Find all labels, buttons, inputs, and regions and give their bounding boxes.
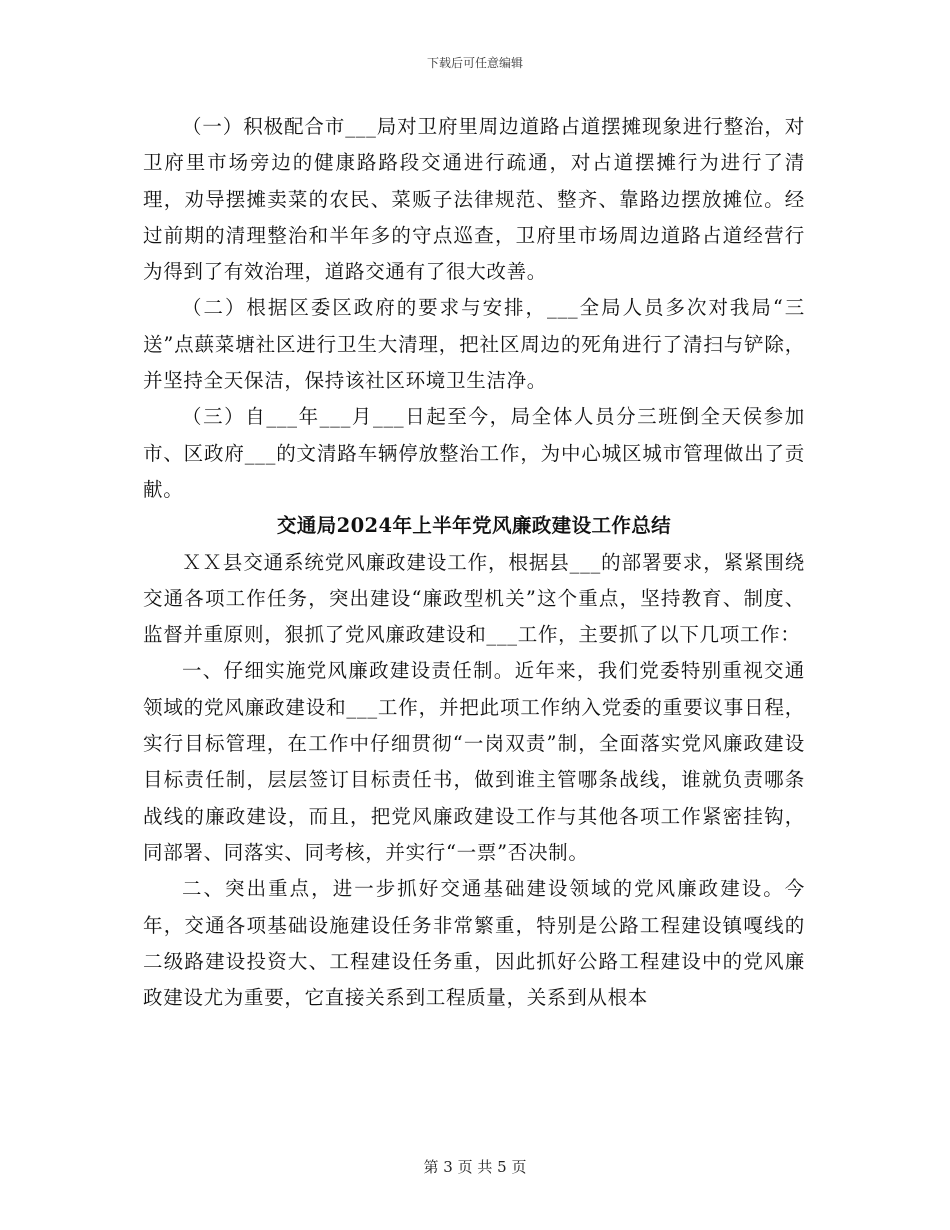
section-title: 交通局2024年上半年党风廉政建设工作总结 xyxy=(276,514,672,538)
header-note: 下载后可任意编辑 xyxy=(426,56,523,70)
paragraph: （二）根据区委区政府的要求与安排，___全局人员多次对我局“三送”点蕻菜塘社区进行卫生大清理，把社区周边的死角进行了清扫与铲除，并坚持全天保洁，保持该社区环境卫生洁净。 xyxy=(143,296,805,393)
page-footer: 第 3 页 共 5 页 xyxy=(423,1158,527,1176)
paragraph: （三）自___年___月___日起至今，局全体人员分三班倒全天侯参加市、区政府___的文清路车辆停放整治工作，为中心城区城市管理做出了贡献。 xyxy=(143,405,805,501)
paragraph: ＸＸ县交通系统党风廉政建设工作，根据县___的部署要求，紧紧围绕交通各项工作任务，突出建设“廉政型机关”这个重点，坚持教育、制度、监督并重原则，狠抓了党风廉政建设和___工作，主要抓了以下几项工作： xyxy=(143,550,805,647)
paragraph: 一、仔细实施党风廉政建设责任制。近年来，我们党委特别重视交通领域的党风廉政建设和___工作，并把此项工作纳入党委的重要议事日程，实行目标管理，在工作中仔细贯彻“一岗双责”制，全面落实党风廉政建设目标责任制，层层签订目标责任书，做到谁主管哪条战线，谁就负责哪条战线的廉政建设，而且，把党风廉政建设工作与其他各项工作紧密挂钩，同部署、同落实、同考核，并实行“一票”否决制。 xyxy=(143,659,805,864)
document-body xyxy=(143,109,805,1016)
paragraph: 二、突出重点，进一步抓好交通基础建设领域的党风廉政建设。今年，交通各项基础设施建设任务非常繁重，特别是公路工程建设镇嘎线的二级路建设投资大、工程建设任务重，因此抓好公路工程建设中的党风廉政建设尤为重要，它直接关系到工程质量，关系到从根本 xyxy=(143,877,805,1010)
paragraph: （一）积极配合市___局对卫府里周边道路占道摆摊现象进行整治，对卫府里市场旁边的健康路路段交通进行疏通，对占道摆摊行为进行了清理，劝导摆摊卖菜的农民、菜贩子法律规范、整齐、靠路边摆放摊位。经过前期的清理整治和半年多的守点巡查，卫府里市场周边道路占道经营行为得到了有效治理，道路交通有了很大改善。 xyxy=(143,115,805,284)
